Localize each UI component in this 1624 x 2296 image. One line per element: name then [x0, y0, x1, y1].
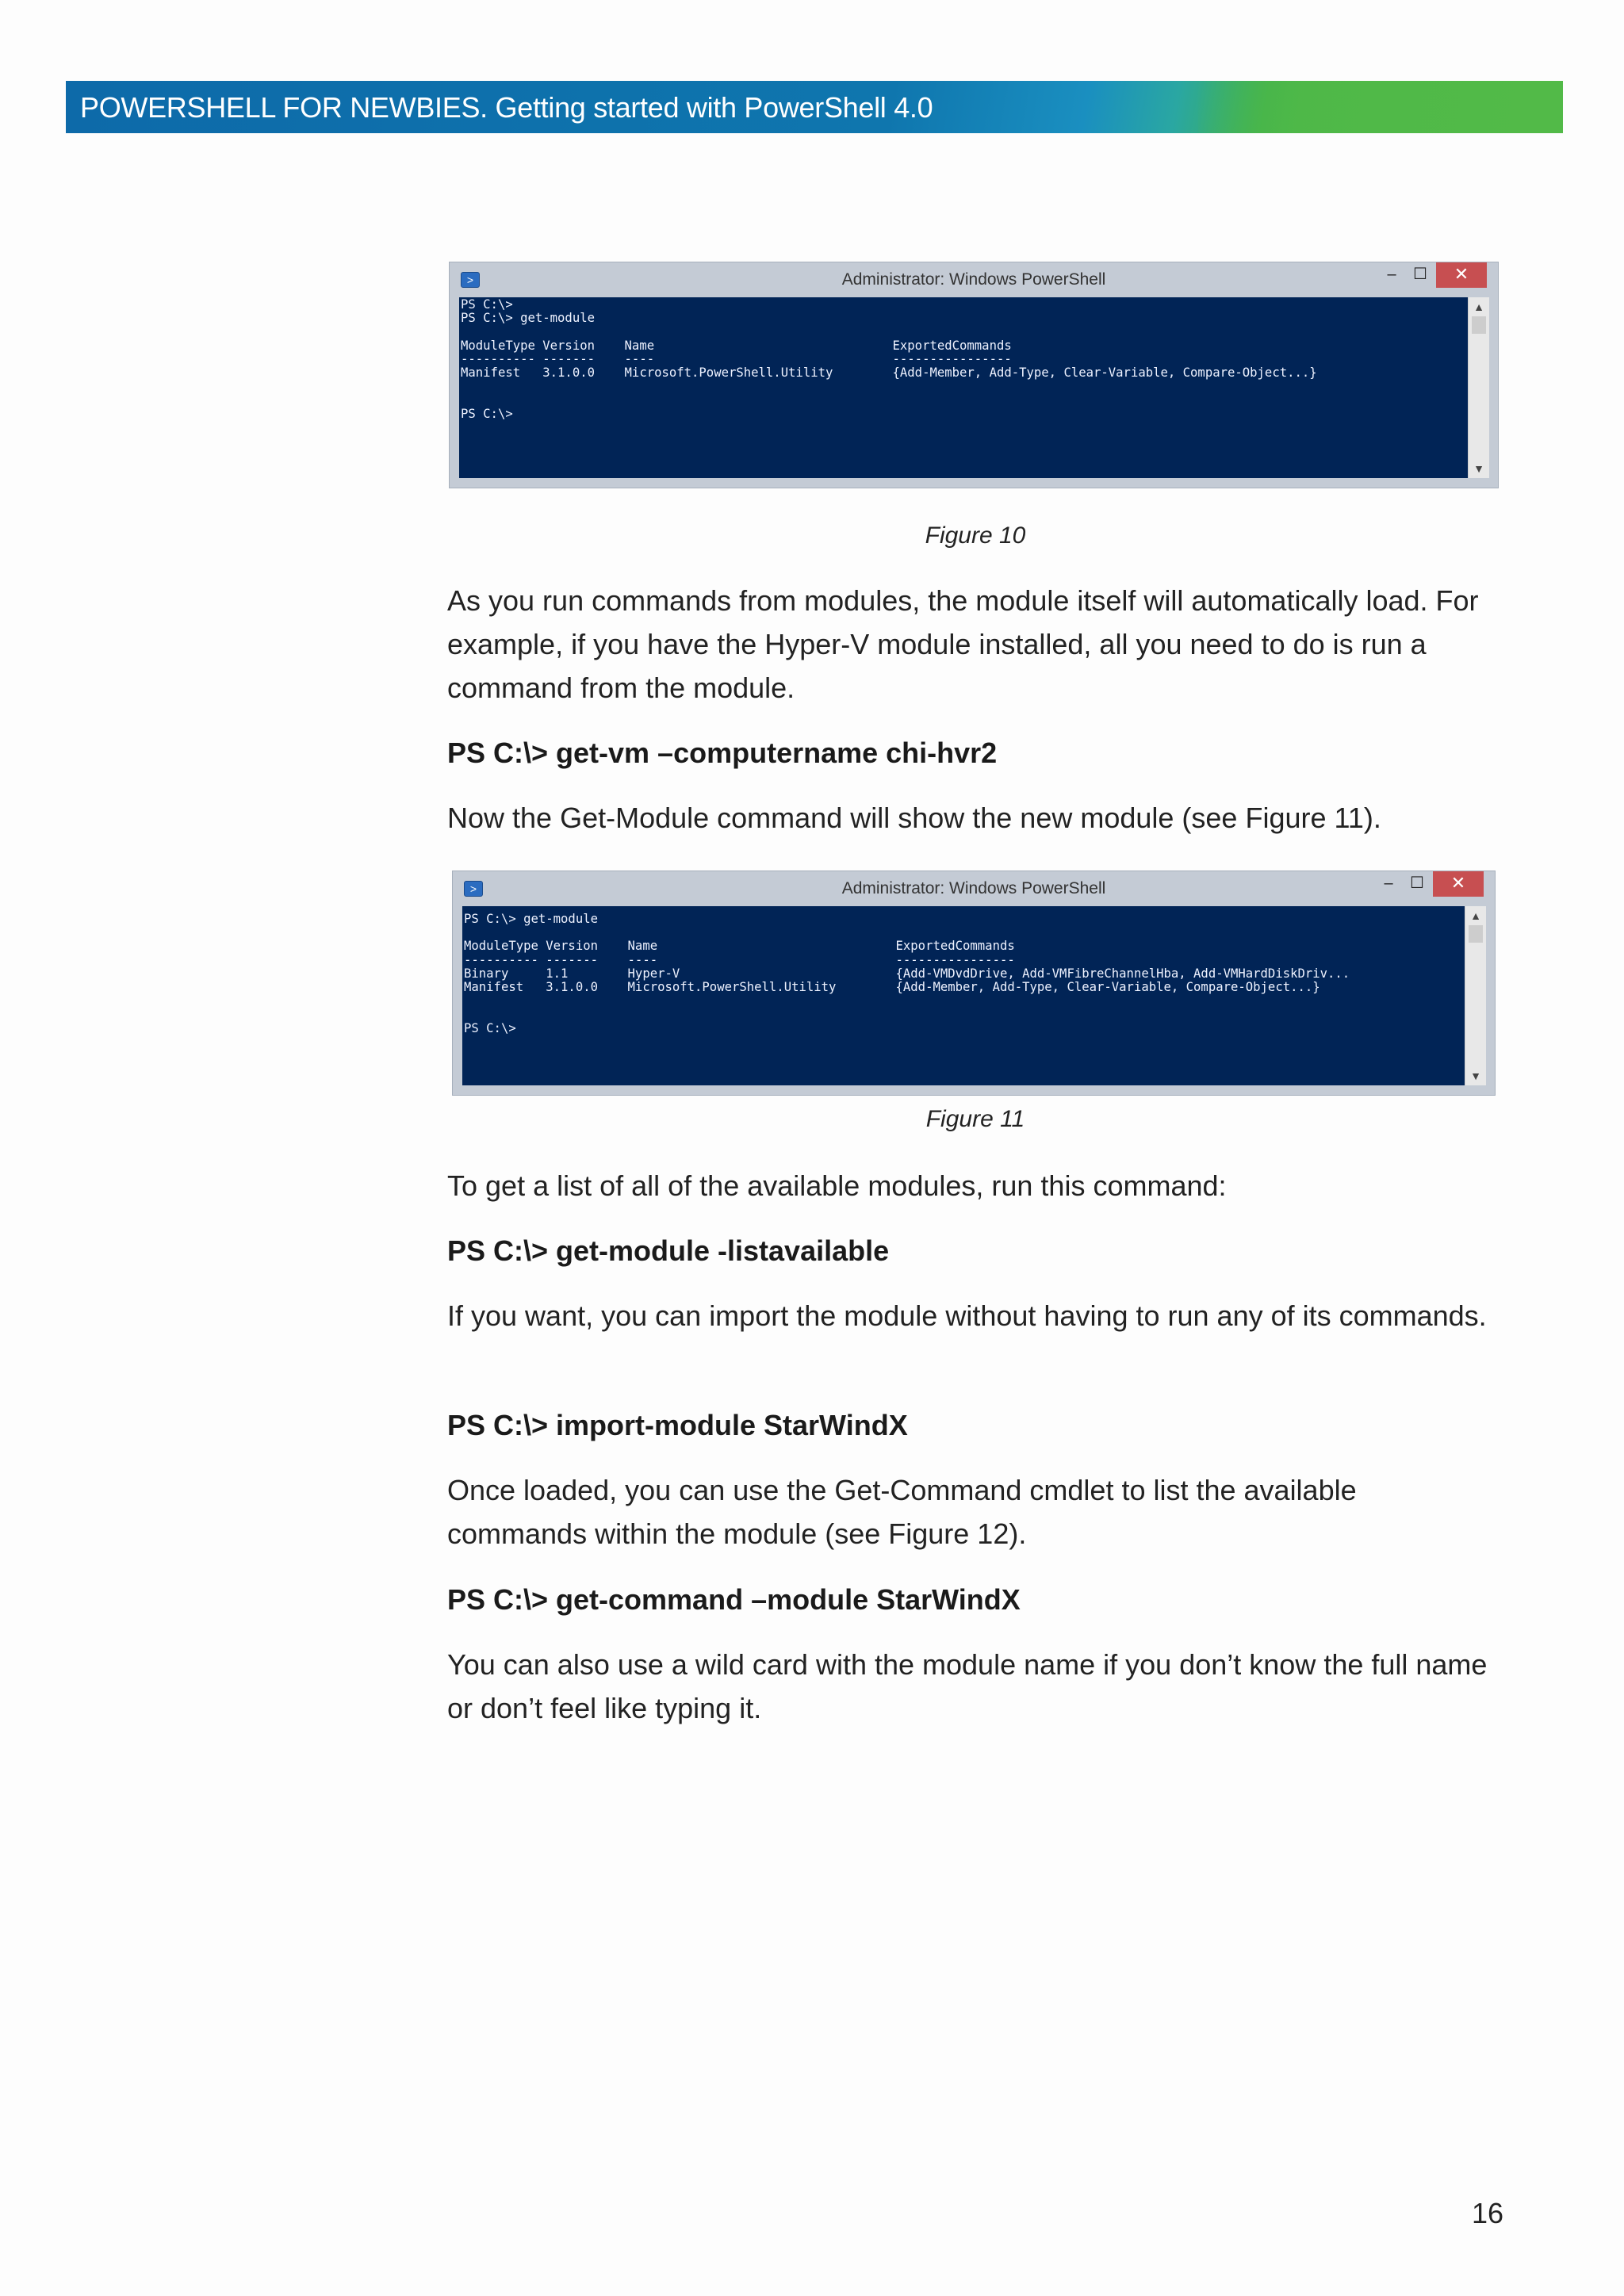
close-icon[interactable]: ✕ [1433, 871, 1484, 897]
console-text: PS C:\> PS C:\> get-module ModuleType Version Name ExportedCommands ---------- ------- ---- ---------------- Manifest 3.1.0.0 Microsoft.PowerShell.Utility {Add-Member, Add-Type, Clear-Variable, Compare-Object...} PS C:\> [461, 297, 1317, 421]
scrollbar-thumb[interactable] [1472, 316, 1486, 334]
command-get-command: PS C:\> get-command –module StarWindX [447, 1583, 1021, 1616]
page-number: 16 [1471, 2197, 1503, 2229]
scrollbar-thumb[interactable] [1469, 925, 1483, 943]
scroll-down-icon[interactable]: ▼ [1473, 462, 1484, 475]
window-title: Administrator: Windows PowerShell [841, 879, 1106, 897]
vertical-scrollbar[interactable] [1465, 906, 1486, 1085]
paragraph-get-module-shows-new: Now the Get-Module command will show the new module (see Figure 11). [447, 802, 1381, 834]
powershell-window-figure-10 [449, 262, 1499, 488]
maximize-icon[interactable]: ☐ [1410, 874, 1424, 892]
window-titlebar[interactable] [453, 871, 1495, 906]
vertical-scrollbar[interactable] [1468, 297, 1489, 478]
scroll-down-icon[interactable]: ▼ [1470, 1070, 1481, 1082]
scroll-up-icon[interactable]: ▲ [1470, 909, 1481, 922]
document-header-banner [66, 81, 1563, 133]
header-title: POWERSHELL FOR NEWBIES. Getting started with PowerShell 4.0 [80, 91, 933, 124]
figure-11-caption: Figure 11 [925, 1106, 1025, 1132]
powershell-app-icon: > [461, 272, 480, 288]
command-get-module-listavailable: PS C:\> get-module -listavailable [447, 1234, 890, 1267]
paragraph-wildcard: You can also use a wild card with the module name if you don’t know the full name or don’t feel like typing it. [447, 1648, 1488, 1724]
console-output-area[interactable] [459, 297, 1468, 478]
command-get-vm: PS C:\> get-vm –computername chi-hvr2 [447, 737, 998, 769]
paragraph-list-available: To get a list of all of the available modules, run this command: [447, 1169, 1227, 1202]
console-text: PS C:\> get-module ModuleType Version Name ExportedCommands ---------- ------- ---- ---------------- Binary 1.1 Hyper-V {Add-VMDvdDrive, Add-VMFibreChannelHba, Add-VMHardDiskDriv... Manifest 3.1.0.0 Microsoft.PowerShell.Utility {Add-Member, Add-Type, Clear-Variable, Compare-Object...} PS C:\> [464, 912, 1350, 1035]
powershell-window-figure-11 [452, 871, 1496, 1096]
window-titlebar[interactable] [450, 262, 1498, 297]
figure-10-caption: Figure 10 [925, 522, 1026, 549]
powershell-app-icon: > [464, 881, 483, 897]
paragraph-import-module: If you want, you can import the module without having to run any of its commands. [447, 1299, 1487, 1332]
minimize-icon[interactable]: – [1387, 266, 1396, 283]
maximize-icon[interactable]: ☐ [1413, 266, 1427, 283]
window-title: Administrator: Windows PowerShell [841, 270, 1106, 289]
command-import-module: PS C:\> import-module StarWindX [447, 1409, 908, 1441]
paragraph-get-command: Once loaded, you can use the Get-Command cmdlet to list the available commands within the module (see Figure 12). [447, 1474, 1357, 1550]
header-green-stripe [1198, 81, 1563, 133]
minimize-icon[interactable]: – [1384, 874, 1393, 892]
console-output-area[interactable] [462, 906, 1465, 1085]
paragraph-modules-autoload: As you run commands from modules, the module itself will automatically load. For example, if you have the Hyper-V module installed, all you need to do is run a command from the module. [447, 584, 1479, 704]
scroll-up-icon[interactable]: ▲ [1473, 300, 1484, 313]
close-icon[interactable]: ✕ [1436, 262, 1487, 288]
